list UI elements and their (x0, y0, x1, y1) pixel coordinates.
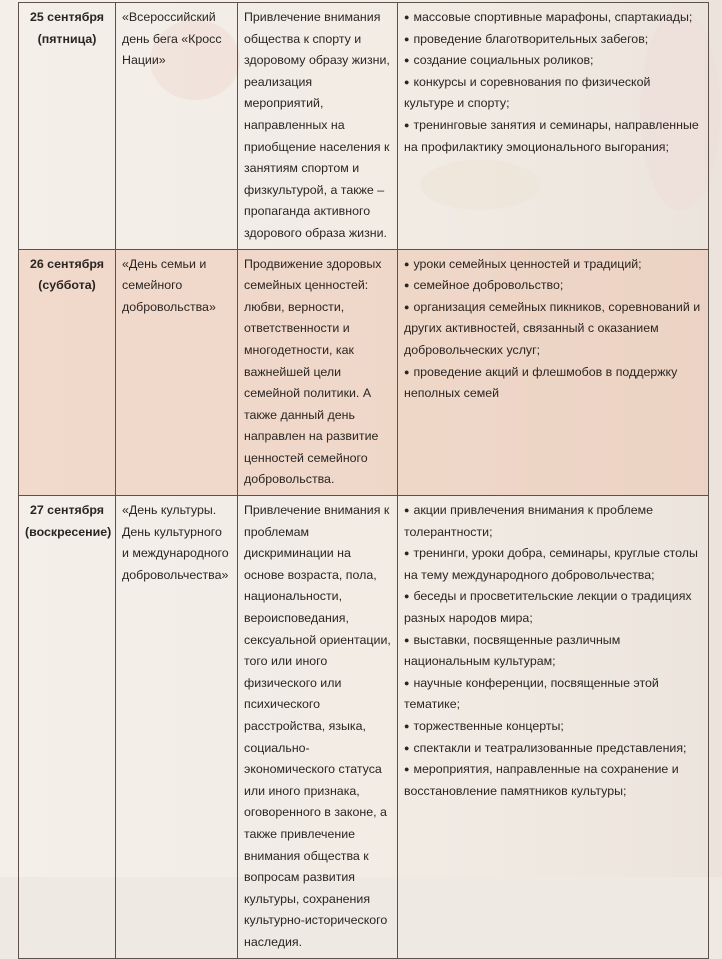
bullet-icon: ● (404, 505, 410, 516)
list-item: ● выставки, посвященные различным национальным культурам; (404, 632, 621, 669)
event-name: «Всероссийский день бега «Кросс Нации» (122, 10, 222, 68)
list-item: ● тренинги, уроки добра, семинары, круглые столы на тему международного добровольчества; (404, 546, 698, 582)
activities-list (404, 7, 702, 158)
event-name-cell (116, 3, 238, 250)
list-item: ● тренинговые занятия и семинары, направленные на профилактику эмоционального выгорания; (404, 117, 699, 154)
bullet-icon: ● (404, 280, 410, 291)
description-cell (238, 496, 398, 958)
list-item: ● проведение благотворительных забегов; (404, 31, 649, 46)
event-name-cell (116, 249, 238, 496)
date-cell (19, 249, 116, 496)
bullet-icon: ● (404, 301, 410, 312)
list-item: ● создание социальных роликов; (404, 53, 594, 68)
list-item: ● проведение акций и флешмобов в поддержку неполных семей (404, 364, 678, 401)
activities-cell (398, 3, 709, 250)
bullet-icon: ● (404, 119, 410, 130)
date-label: 26 сентября (29, 256, 105, 271)
weekday-label: (пятница) (37, 31, 97, 46)
description-cell (238, 249, 398, 496)
date-cell (19, 3, 116, 250)
event-name: «День семьи и семейного добровольства» (122, 256, 216, 314)
activities-list (404, 500, 702, 802)
date-label: 27 сентября (29, 503, 105, 518)
list-item: ● беседы и просветительские лекции о традициях разных народов мира; (404, 589, 692, 626)
table-row (19, 496, 709, 958)
list-item: ● семейное добровольство; (404, 278, 564, 293)
weekday-label: (воскресение) (25, 524, 112, 539)
list-item: ● конкурсы и соревнования по физической культуре и спорту; (404, 74, 651, 111)
table-row (19, 3, 709, 250)
bullet-icon: ● (404, 721, 410, 731)
bullet-icon: ● (404, 366, 410, 377)
date-cell (19, 496, 116, 958)
event-name: «День культуры. День культурного и международного добровольчества» (122, 503, 229, 582)
bullet-icon: ● (404, 548, 410, 559)
bullet-icon: ● (404, 591, 410, 602)
event-name-cell (116, 496, 238, 958)
weekday-label: (суббота) (38, 278, 96, 293)
bullet-icon: ● (404, 33, 410, 44)
bullet-icon: ● (404, 764, 410, 775)
list-item: ● торжественные концерты; (404, 719, 564, 733)
event-description: Привлечение внимания общества к спорту и здоровому образу жизни, реализация мероприятий, направленных на приобщение населения к занятиям спортом и физкультурой, а также – пропаганда активного здорового образа жизни. (244, 10, 390, 240)
bullet-icon: ● (404, 677, 410, 688)
bullet-icon: ● (404, 634, 410, 645)
bullet-icon: ● (404, 76, 410, 87)
list-item: ● мероприятия, направленные на сохранение и восстановление памятников культуры; (404, 762, 679, 798)
activities-cell (398, 496, 709, 958)
bullet-icon: ● (404, 258, 410, 269)
activities-cell (398, 249, 709, 496)
event-schedule-table (18, 2, 709, 959)
table-row (19, 249, 709, 496)
list-item: ● научные конференции, посвященные этой тематике; (404, 675, 659, 712)
bullet-icon: ● (404, 12, 410, 22)
list-item: ● акции привлечения внимания к проблеме толерантности; (404, 503, 654, 539)
list-item: ● уроки семейных ценностей и традиций; (404, 256, 642, 271)
list-item: ● спектакли и театрализованные представления; (404, 740, 687, 755)
description-cell (238, 3, 398, 250)
bullet-icon: ● (404, 55, 410, 66)
list-item: ● массовые спортивные марафоны, спартакиады; (404, 10, 693, 24)
activities-list (404, 254, 702, 405)
bullet-icon: ● (404, 742, 410, 753)
list-item: ● организация семейных пикников, соревнований и других активностей, связанный с оказанием добровольческих услуг; (404, 299, 701, 357)
event-description: Продвижение здоровых семейных ценностей: любви, верности, ответственности и многодетности, как важнейшей цели семейной политики. А также данный день направлен на развитие ценностей семейного добровольства. (244, 256, 382, 487)
event-description: Привлечение внимания к проблемам дискриминации на основе возраста, пола, национальности, вероисповедания, сексуальной ориентации, того или иного физического или психического расстройства, языка, социально-экономического статуса или иного признака, оговоренного в законе, а также привлечение внимания общества к вопросам развития культуры, сохранения культурно-исторического наследия. (244, 503, 391, 949)
date-label: 25 сентября (29, 10, 105, 24)
